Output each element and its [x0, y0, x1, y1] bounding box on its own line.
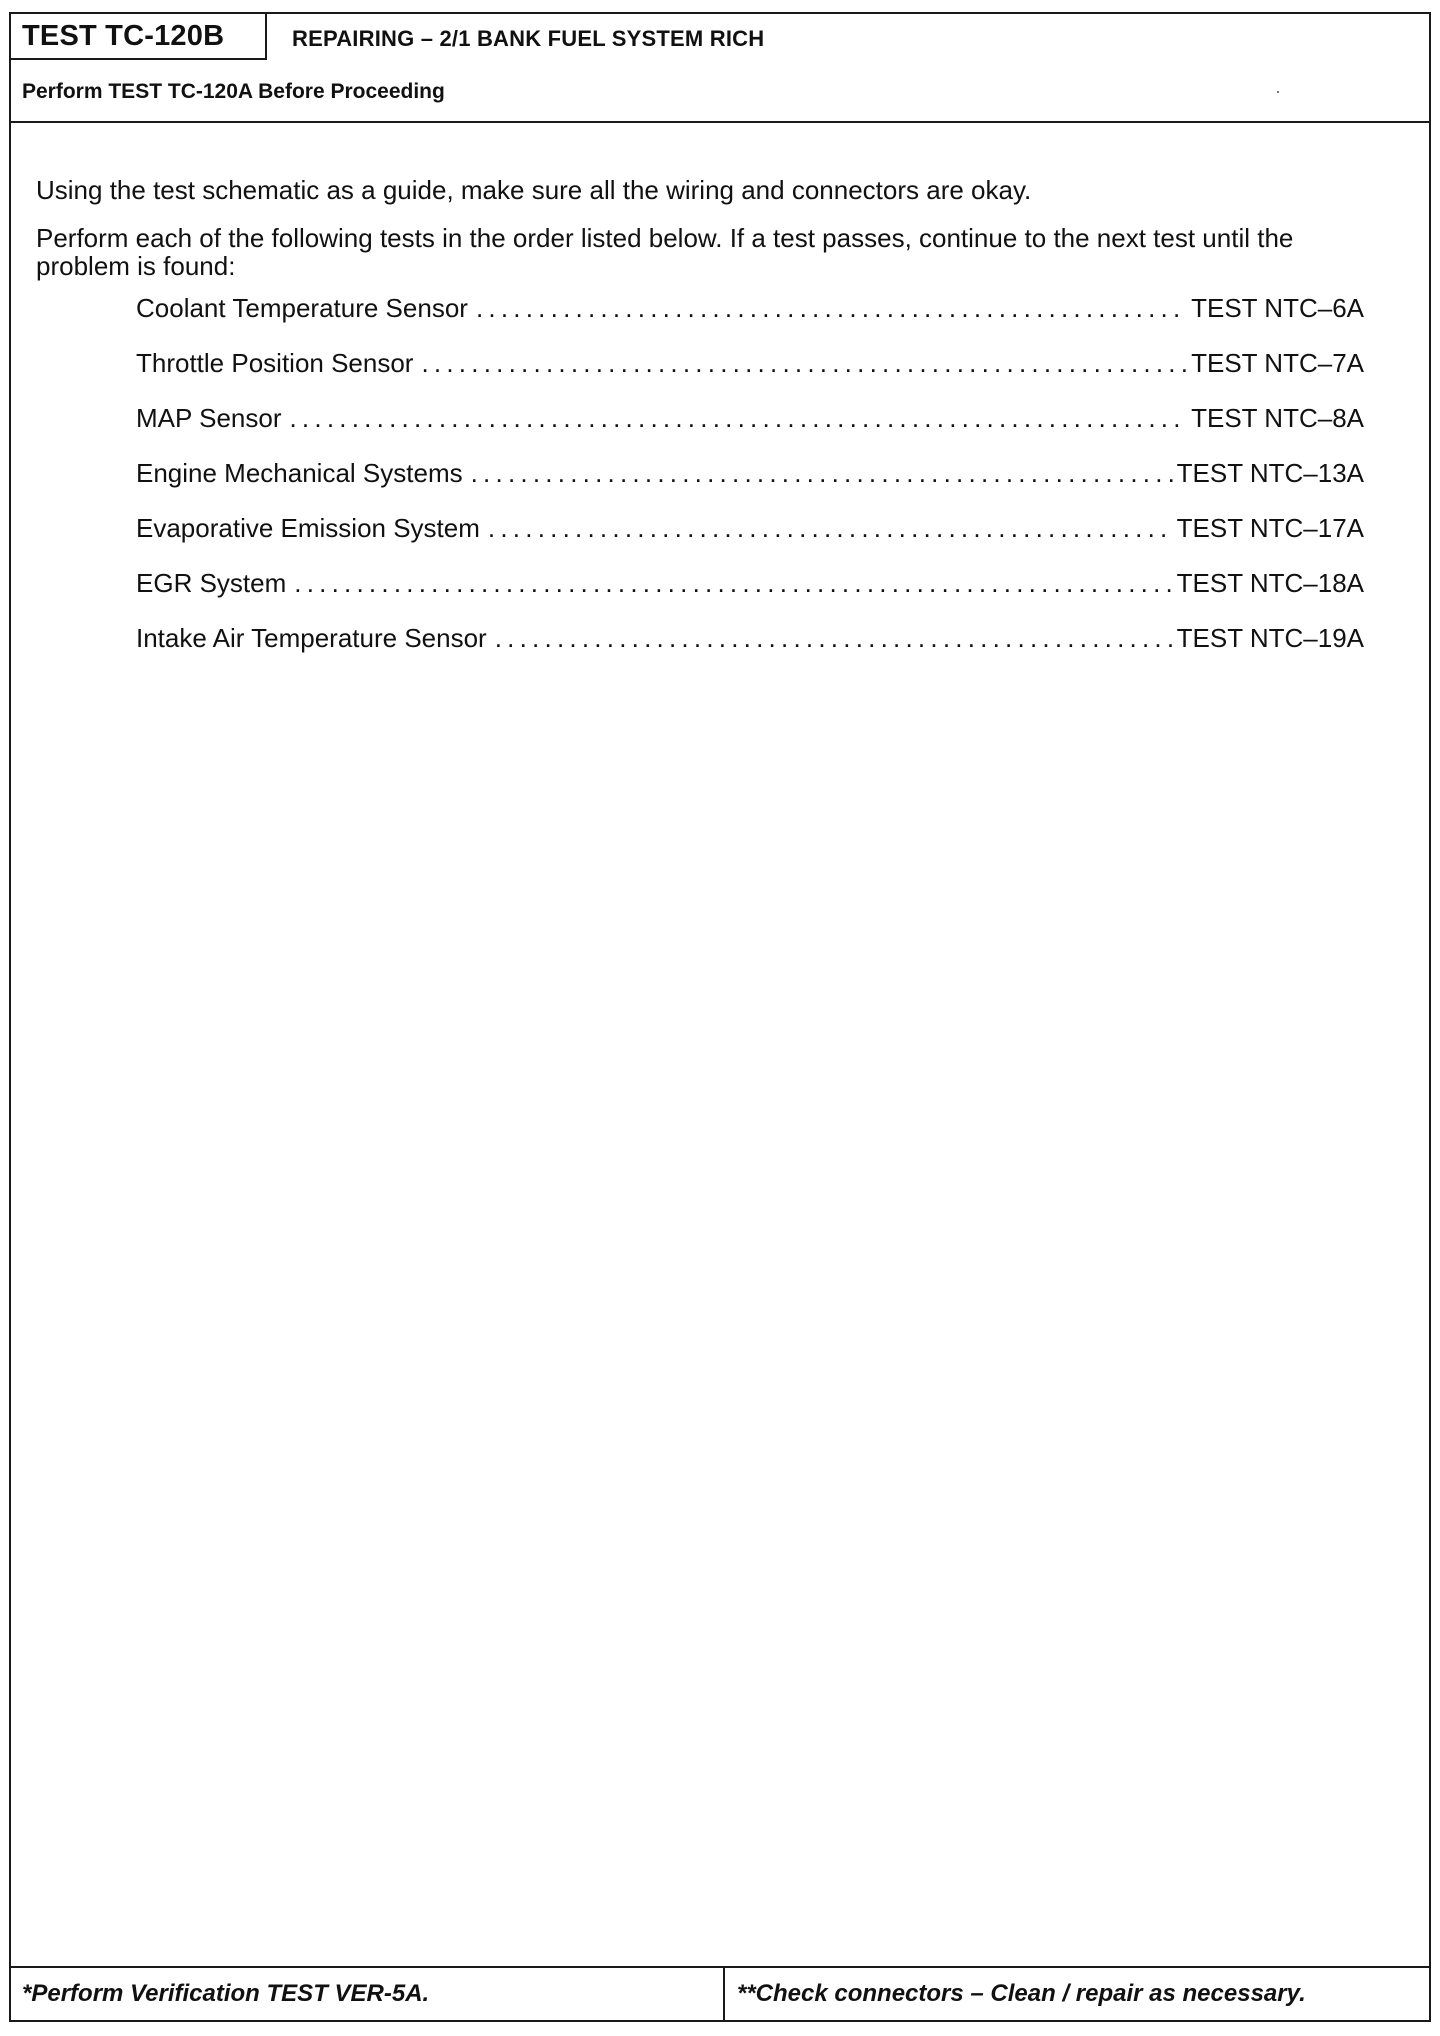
test-name: Engine Mechanical Systems [136, 458, 463, 488]
verification-note: *Perform Verification TEST VER-5A. [22, 1980, 430, 2007]
test-list-item [136, 294, 1364, 349]
test-list-item [136, 349, 1364, 404]
test-list [36, 294, 1364, 679]
test-ref: TEST NTC–13A [1176, 458, 1364, 488]
scan-speck [1277, 91, 1279, 93]
page-footer [11, 1966, 1429, 2020]
test-ref: TEST NTC–17A [1176, 513, 1364, 543]
footer-divider [723, 1968, 725, 2020]
test-id-label: TEST TC-120B [11, 14, 267, 60]
test-ref: TEST NTC–8A [1191, 403, 1364, 433]
test-name: Intake Air Temperature Sensor [136, 623, 487, 653]
test-list-item [136, 624, 1364, 679]
instructions-paragraph: Perform each of the following tests in the order listed below. If a test passes, continue to the next test until the problem is found: [36, 223, 1294, 281]
test-title: REPAIRING – 2/1 BANK FUEL SYSTEM RICH [292, 26, 765, 51]
page-frame [9, 12, 1431, 2022]
test-list-item [136, 569, 1364, 624]
test-name: EGR System [136, 568, 287, 598]
test-name: MAP Sensor [136, 403, 282, 433]
main-content [36, 176, 1386, 679]
dot-leader [476, 294, 1187, 322]
test-ref: TEST NTC–19A [1176, 623, 1364, 653]
test-ref: TEST NTC–7A [1191, 348, 1364, 378]
test-name: Coolant Temperature Sensor [136, 293, 468, 323]
dot-leader [488, 514, 1173, 542]
test-list-item [136, 404, 1364, 459]
dot-leader [294, 569, 1172, 597]
prerequisite-note: Perform TEST TC-120A Before Proceeding [22, 80, 445, 103]
test-name: Throttle Position Sensor [136, 348, 414, 378]
dot-leader [289, 404, 1187, 432]
test-ref: TEST NTC–18A [1176, 568, 1364, 598]
test-list-item [136, 514, 1364, 569]
dot-leader [421, 349, 1187, 377]
test-list-item [136, 459, 1364, 514]
dot-leader [495, 624, 1173, 652]
intro-paragraph: Using the test schematic as a guide, make sure all the wiring and connectors are okay. [36, 175, 1032, 205]
page-header [11, 14, 1429, 123]
dot-leader [471, 459, 1173, 487]
test-name: Evaporative Emission System [136, 513, 480, 543]
test-ref: TEST NTC–6A [1191, 293, 1364, 323]
connector-note: **Check connectors – Clean / repair as necessary. [737, 1980, 1306, 2007]
